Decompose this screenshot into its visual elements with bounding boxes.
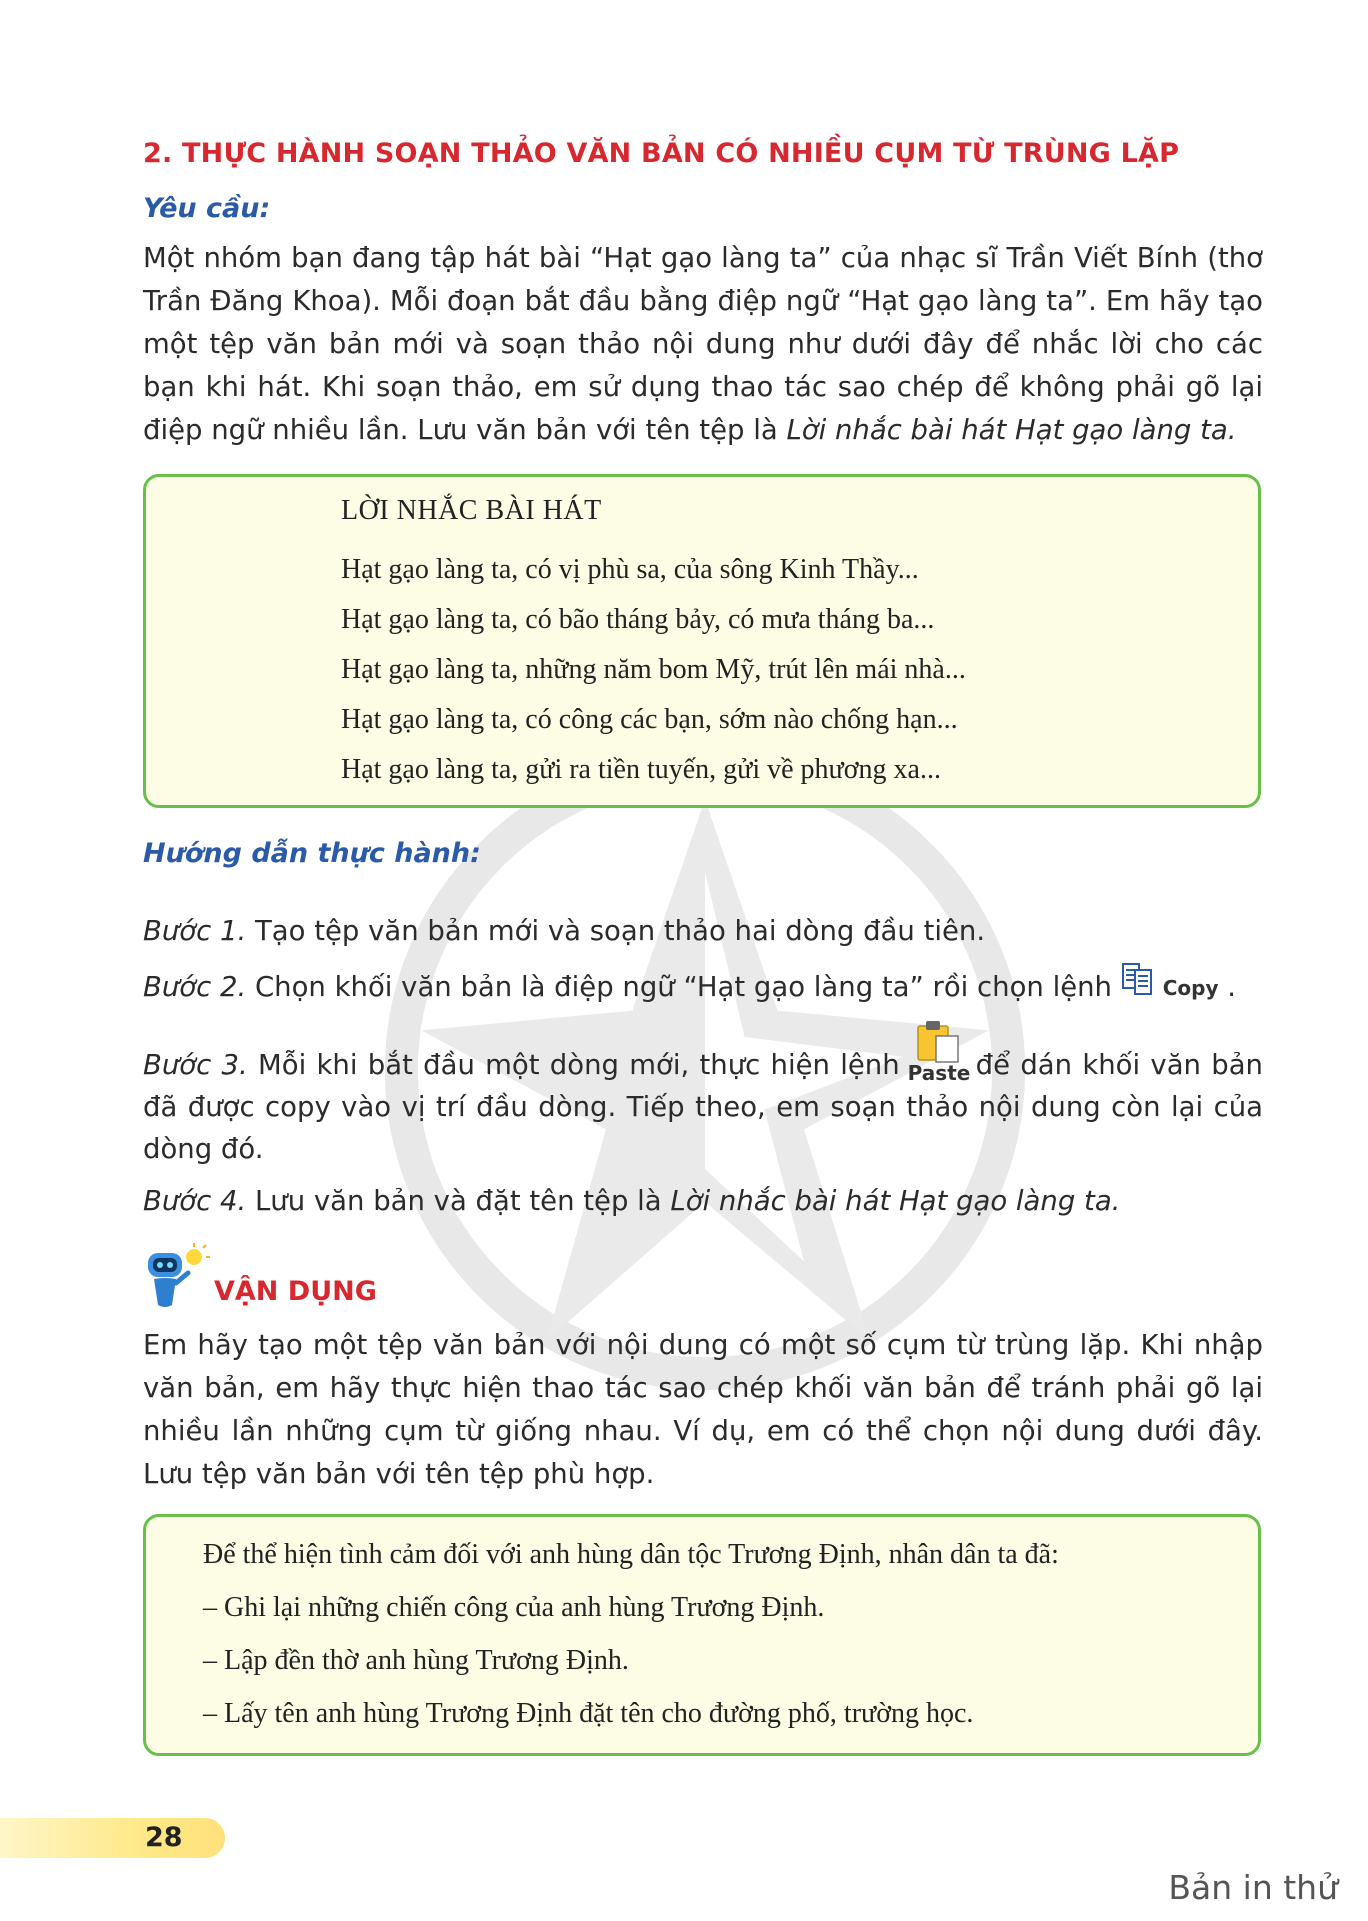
section-title: 2. THỰC HÀNH SOẠN THẢO VĂN BẢN CÓ NHIỀU CỤM TỪ TRÙNG LẶP <box>143 138 1180 169</box>
apply-paragraph: Em hãy tạo một tệp văn bản với nội dung có một số cụm từ trùng lặp. Khi nhập văn bản, em hãy thực hiện thao tác sao chép khối văn bản để tránh phải gõ lại nhiều lần những cụm từ giống nhau. Ví dụ, em có thể chọn nội dung dưới đây. Lưu tệp văn bản với tên tệp phù hợp. <box>143 1329 1263 1490</box>
print-proof-mark: Bản in thử <box>1168 1868 1338 1907</box>
page-number: 28 <box>145 1822 183 1853</box>
example-item: – Ghi lại những chiến công của anh hùng Trương Định. <box>203 1592 825 1623</box>
paste-label: Paste <box>907 1061 971 1085</box>
step-1-label: Bước 1. <box>143 915 247 947</box>
poem-line: Hạt gạo làng ta, có bão tháng bảy, có mưa tháng ba... <box>341 604 935 635</box>
page-number-bar <box>0 1818 225 1858</box>
step-4-filename: Lời nhắc bài hát Hạt gạo làng ta. <box>670 1185 1121 1217</box>
step-3 <box>143 1040 1263 1170</box>
step-4 <box>143 1180 1263 1222</box>
step-4-label: Bước 4. <box>143 1185 247 1217</box>
step-3-label: Bước 3. <box>143 1049 248 1081</box>
requirement-filename: Lời nhắc bài hát Hạt gạo làng ta. <box>786 414 1237 446</box>
poem-line: Hạt gạo làng ta, gửi ra tiền tuyến, gửi về phương xa... <box>341 754 941 785</box>
example-box <box>143 1514 1261 1756</box>
step-1-text: Tạo tệp văn bản mới và soạn thảo hai dòng đầu tiên. <box>246 915 986 947</box>
poem-line: Hạt gạo làng ta, có vị phù sa, của sông Kinh Thầy... <box>341 554 919 585</box>
step-2-text: Chọn khối văn bản là điệp ngữ “Hạt gạo làng ta” rồi chọn lệnh <box>246 971 1121 1003</box>
example-item: – Lấy tên anh hùng Trương Định đặt tên cho đường phố, trường học. <box>203 1698 974 1729</box>
example-intro: Để thể hiện tình cảm đối với anh hùng dân tộc Trương Định, nhân dân ta đã: <box>203 1539 1059 1570</box>
poem-box <box>143 474 1261 808</box>
step-4-text: Lưu văn bản và đặt tên tệp là <box>246 1185 671 1217</box>
copy-label: Copy <box>1162 976 1219 1000</box>
step-1 <box>143 910 1263 952</box>
copy-icon <box>1121 962 1161 1008</box>
step-3-text-a: Mỗi khi bắt đầu một dòng mới, thực hiện lệnh <box>247 1049 900 1081</box>
poem-line: Hạt gạo làng ta, có công các bạn, sớm nào chống hạn... <box>341 704 958 735</box>
step-3-text-b: để dán khối văn bản đã được copy vào vị trí đầu dòng. Tiếp theo, em soạn thảo nội dung còn lại của dòng đó. <box>143 1049 1263 1165</box>
poem-line: Hạt gạo làng ta, những năm bom Mỹ, trút lên mái nhà... <box>341 654 966 685</box>
example-item: – Lập đền thờ anh hùng Trương Định. <box>203 1645 629 1676</box>
requirement-paragraph <box>143 237 1263 452</box>
requirement-heading: Yêu cầu: <box>143 193 271 224</box>
requirement-text: Một nhóm bạn đang tập hát bài “Hạt gạo làng ta” của nhạc sĩ Trần Viết Bính (thơ Trần Đăng Khoa). Mỗi đoạn bắt đầu bằng điệp ngữ “Hạt gạo làng ta”. Em hãy tạo một tệp văn bản mới và soạn thảo nội dung như dưới đây để nhắc lời cho các bạn khi hát. Khi soạn thảo, em sử dụng thao tác sao chép để không phải gõ lại điệp ngữ nhiều lần. Lưu văn bản với tên tệp là <box>143 242 1263 446</box>
guide-heading: Hướng dẫn thực hành: <box>143 838 481 869</box>
robot-icon <box>140 1243 210 1309</box>
poem-title: LỜI NHẮC BÀI HÁT <box>341 495 602 526</box>
step-2 <box>143 965 1263 1011</box>
step-2-end: . <box>1218 971 1236 1003</box>
apply-title: VẬN DỤNG <box>214 1276 377 1307</box>
paste-icon <box>906 1040 970 1086</box>
step-2-label: Bước 2. <box>143 971 247 1003</box>
